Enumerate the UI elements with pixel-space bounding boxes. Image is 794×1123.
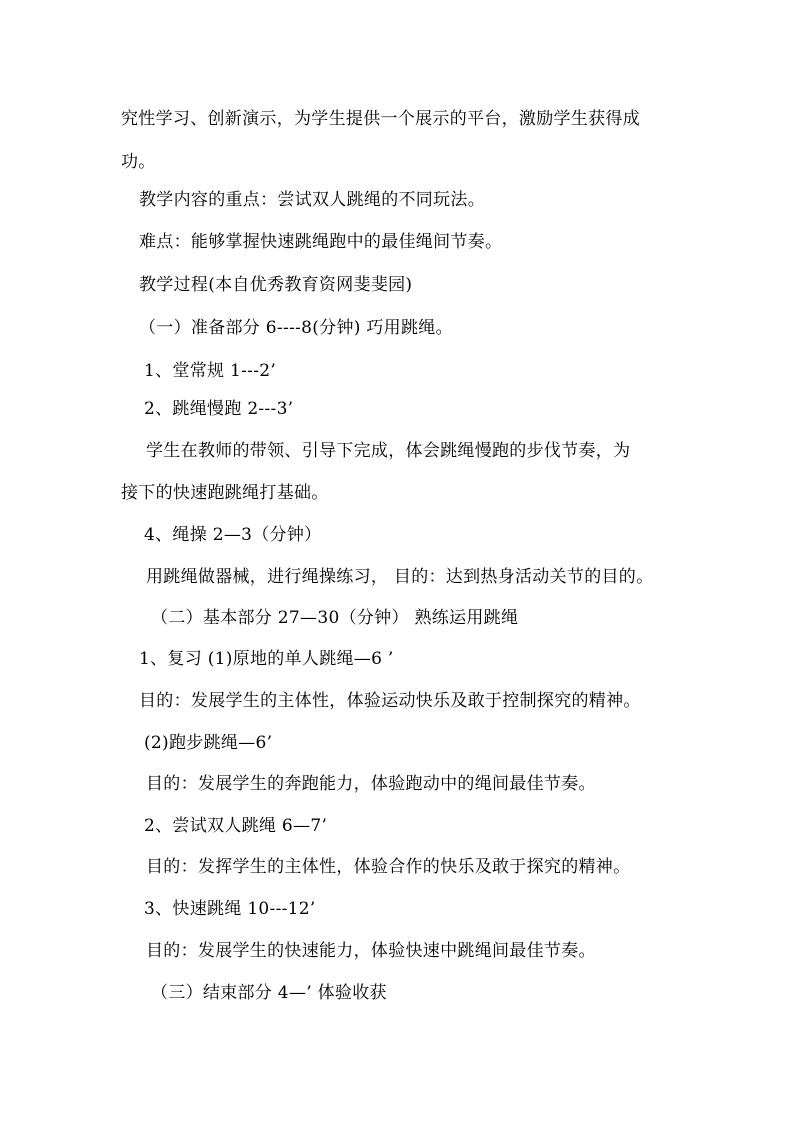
paragraph-line: 功。 bbox=[121, 152, 156, 172]
list-item: 1、堂常规 1---2’ bbox=[144, 361, 277, 381]
paragraph-line: 接下的快速跑跳绳打基础。 bbox=[121, 483, 329, 503]
paragraph-line: 目的：发展学生的主体性，体验运动快乐及敢于控制探究的精神。 bbox=[139, 691, 641, 711]
list-item: 2、跳绳慢跑 2---3’ bbox=[144, 399, 294, 419]
section-heading-basic: （二）基本部分 27—30（分钟） 熟练运用跳绳 bbox=[151, 608, 519, 628]
section-heading-end: （三）结束部分 4—’ 体验收获 bbox=[151, 983, 387, 1003]
paragraph-line: 目的：发挥学生的主体性，体验合作的快乐及敢于探究的精神。 bbox=[146, 857, 631, 877]
list-item: 4、绳操 2—3（分钟） bbox=[144, 525, 322, 545]
list-item: (2)跑步跳绳—6’ bbox=[144, 733, 273, 753]
difficulty-line: 难点：能够掌握快速跳绳跑中的最佳绳间节奏。 bbox=[139, 232, 503, 252]
paragraph-line: 目的：发展学生的奔跑能力，体验跑动中的绳间最佳节奏。 bbox=[146, 774, 596, 794]
list-item: 3、快速跳绳 10---12’ bbox=[144, 899, 316, 919]
list-item: 1、复习 (1)原地的单人跳绳—6 ’ bbox=[139, 649, 394, 669]
paragraph-line: 究性学习、创新演示，为学生提供一个展示的平台，激励学生获得成 bbox=[121, 109, 640, 129]
section-heading-prep: （一）准备部分 6----8(分钟) 巧用跳绳。 bbox=[139, 318, 453, 338]
process-heading: 教学过程(本自优秀教育资网斐斐园) bbox=[139, 275, 413, 295]
list-item: 2、尝试双人跳绳 6—7’ bbox=[144, 816, 328, 836]
key-content-line: 教学内容的重点：尝试双人跳绳的不同玩法。 bbox=[139, 190, 485, 210]
paragraph-line: 用跳绳做器械，进行绳操练习， 目的：达到热身活动关节的目的。 bbox=[146, 567, 654, 587]
paragraph-line: 目的：发展学生的快速能力，体验快速中跳绳间最佳节奏。 bbox=[146, 941, 596, 961]
paragraph-line: 学生在教师的带领、引导下完成，体会跳绳慢跑的步伐节奏，为 bbox=[146, 441, 631, 461]
